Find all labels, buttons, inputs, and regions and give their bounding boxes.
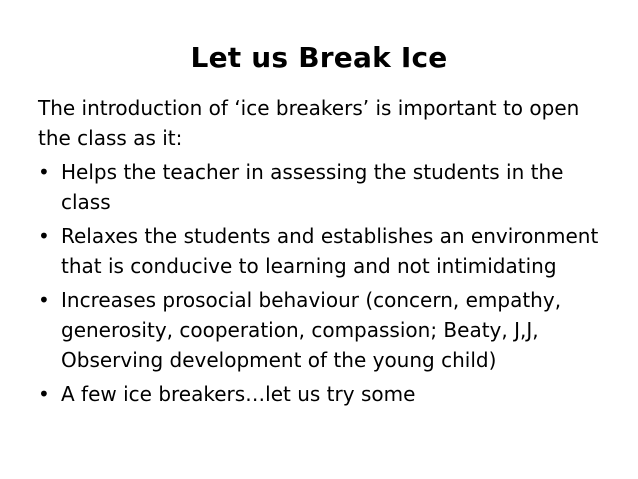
bullet-dot-icon: • <box>38 288 50 312</box>
bullet-dot-icon: • <box>38 382 50 406</box>
bullet-item <box>38 221 618 281</box>
bullet-item <box>38 379 618 409</box>
bullet-item <box>38 157 618 217</box>
bullet-dot-icon: • <box>38 224 50 248</box>
slide-title: Let us Break Ice <box>190 41 448 74</box>
slide-body <box>38 93 618 413</box>
bullet-text: Relaxes the students and establishes an environment that is conducive to learning and not intimidating <box>61 224 599 278</box>
intro-text: The introduction of ‘ice breakers’ is important to open the class as it: <box>38 96 580 150</box>
bullet-text: Helps the teacher in assessing the students in the class <box>61 160 564 214</box>
bullet-text: Increases prosocial behaviour (concern, empathy, generosity, cooperation, compassion; Beaty, J,J, Observing development of the young child) <box>61 288 562 372</box>
bullet-item <box>38 285 618 375</box>
bullet-dot-icon: • <box>38 160 50 184</box>
bullet-text: A few ice breakers…let us try some <box>61 382 416 406</box>
bullet-list <box>38 157 618 409</box>
